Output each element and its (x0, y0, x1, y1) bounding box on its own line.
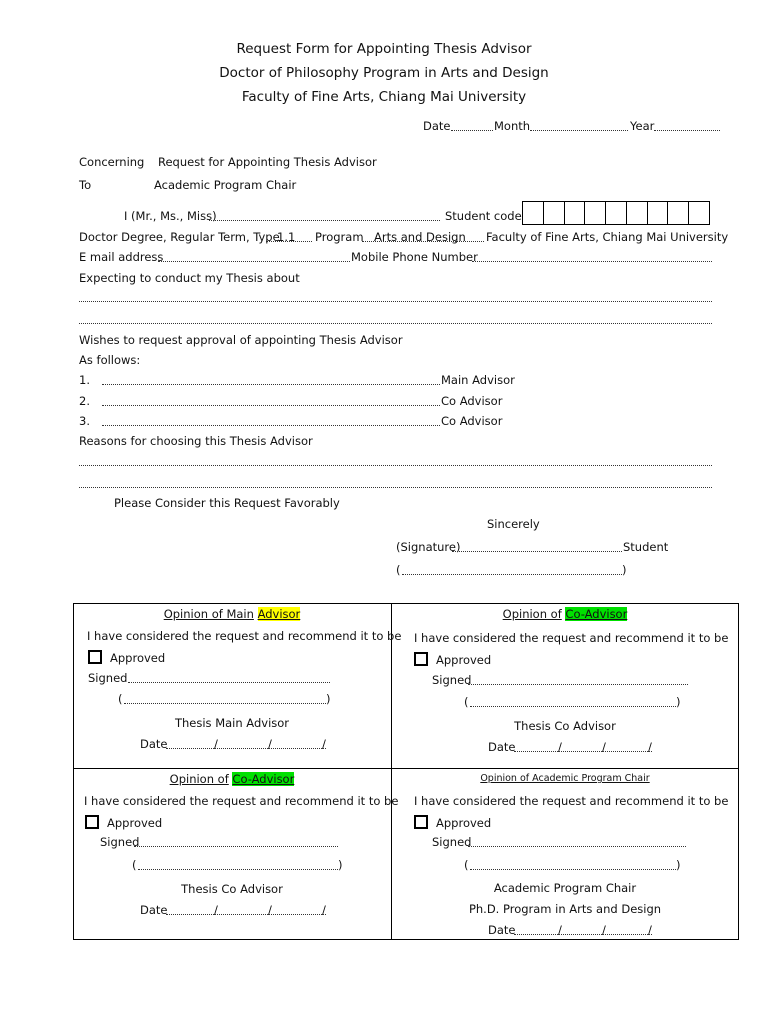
main-advisor-signed-label: Signed (88, 671, 128, 685)
date-label: Date (423, 119, 451, 133)
type-value: 1.1 (277, 230, 296, 244)
main-advisor-recommend-text: I have considered the request and recommend it to be (87, 629, 402, 643)
email-field[interactable] (158, 261, 350, 262)
main-advisor-paren-close: ) (326, 692, 331, 706)
main-advisor-paren-open: ( (118, 692, 123, 706)
date-slash: / (214, 903, 218, 917)
degree-label: Doctor Degree, Regular Term, Type (79, 230, 280, 244)
as-follows-label: As follows: (79, 353, 141, 367)
co-advisor-1-role: Thesis Co Advisor (514, 719, 616, 733)
signature-label: (Signature) (396, 540, 461, 554)
consider-text: Please Consider this Request Favorably (114, 496, 340, 510)
student-code-boxes[interactable] (522, 201, 710, 225)
co-advisor-2-paren-close: ) (338, 858, 343, 872)
opinion-table-divider-h (73, 768, 739, 769)
student-label: Student (623, 540, 669, 554)
date-slash: / (602, 923, 606, 937)
date-slash: / (214, 737, 218, 751)
thesis-topic-label: Expecting to conduct my Thesis about (79, 271, 300, 285)
type-field[interactable] (266, 241, 312, 242)
main-advisor-title-prefix: Opinion of Main (163, 607, 254, 621)
year-field[interactable] (654, 130, 720, 131)
main-advisor-title-highlight: Advisor (257, 607, 301, 621)
month-label: Month (494, 119, 531, 133)
co-advisor-1-title-prefix: Opinion of (502, 607, 562, 621)
thesis-topic-line-1[interactable] (79, 301, 712, 302)
co-advisor-2-date-line (166, 914, 326, 915)
date-slash: / (558, 923, 562, 937)
program-title: Doctor of Philosophy Program in Arts and Design (219, 65, 549, 81)
paren-open: ( (396, 563, 401, 577)
name-field[interactable] (209, 220, 440, 221)
advisor-field-2[interactable] (102, 405, 440, 406)
co-advisor-2-title-prefix: Opinion of (169, 772, 229, 786)
chair-paren-open: ( (464, 858, 469, 872)
main-advisor-role: Thesis Main Advisor (174, 716, 290, 730)
chair-approved-label: Approved (436, 816, 492, 830)
main-advisor-date-line (166, 748, 326, 749)
to-value: Academic Program Chair (154, 178, 297, 192)
co-advisor-1-approved[interactable] (414, 652, 491, 667)
signature-field[interactable] (452, 551, 622, 552)
concerning-value: Request for Appointing Thesis Advisor (158, 155, 377, 169)
chair-role: Academic Program Chair (493, 881, 637, 895)
email-label: E mail address (79, 250, 164, 264)
date-slash: / (322, 903, 326, 917)
year-label: Year (630, 119, 655, 133)
co-advisor-2-signed-label: Signed (100, 835, 140, 849)
program-label: Program (315, 230, 364, 244)
date-slash: / (268, 903, 272, 917)
co-advisor-2-role: Thesis Co Advisor (181, 882, 283, 896)
chair-signed-field[interactable] (468, 846, 686, 847)
student-code-label: Student code (445, 209, 522, 223)
chair-recommend-text: I have considered the request and recommend it to be (414, 794, 729, 808)
co-advisor-2-title-highlight: Co-Advisor (232, 772, 295, 786)
reasons-label: Reasons for choosing this Thesis Advisor (79, 434, 313, 448)
date-slash: / (602, 740, 606, 754)
co-advisor-1-name-field[interactable] (470, 706, 676, 707)
reasons-line-1[interactable] (79, 465, 712, 466)
advisor-field-1[interactable] (102, 384, 440, 385)
co-advisor-1-opinion-title (391, 607, 739, 621)
main-advisor-name-field[interactable] (124, 703, 326, 704)
main-advisor-signed-field[interactable] (128, 682, 330, 683)
checkbox-icon[interactable] (85, 815, 99, 829)
advisor-num-2: 2. (79, 394, 90, 408)
co-advisor-1-title-highlight: Co-Advisor (565, 607, 628, 621)
form-title: Request Form for Appointing Thesis Advisor (236, 41, 532, 57)
date-slash: / (648, 923, 652, 937)
date-slash: / (322, 737, 326, 751)
printed-name-field[interactable] (402, 574, 622, 575)
co-advisor-2-recommend-text: I have considered the request and recommend it to be (84, 794, 399, 808)
co-advisor-1-signed-field[interactable] (468, 684, 688, 685)
paren-close: ) (622, 563, 627, 577)
co-advisor-1-date-label: Date (488, 740, 516, 754)
co-advisor-1-date-line (514, 751, 652, 752)
chair-date-line (514, 934, 652, 935)
co-advisor-2-approved-label: Approved (107, 816, 163, 830)
phone-field[interactable] (472, 261, 712, 262)
co-advisor-2-paren-open: ( (132, 858, 137, 872)
reasons-line-2[interactable] (79, 487, 712, 488)
advisor-field-3[interactable] (102, 425, 440, 426)
co-advisor-1-approved-label: Approved (436, 653, 492, 667)
date-slash: / (558, 740, 562, 754)
concerning-label: Concerning (79, 155, 145, 169)
chair-approved[interactable] (414, 815, 491, 830)
thesis-topic-line-2[interactable] (79, 323, 712, 324)
co-advisor-2-opinion-title (73, 772, 391, 786)
co-advisor-2-approved[interactable] (85, 815, 162, 830)
main-advisor-date-label: Date (140, 737, 168, 751)
chair-date-label: Date (488, 923, 516, 937)
name-label: I (Mr., Ms., Miss) (124, 209, 217, 223)
chair-name-field[interactable] (470, 869, 676, 870)
checkbox-icon[interactable] (414, 652, 428, 666)
co-advisor-1-signed-label: Signed (432, 673, 472, 687)
co-advisor-1-paren-open: ( (464, 695, 469, 709)
date-field[interactable] (451, 130, 493, 131)
program-field[interactable] (362, 241, 484, 242)
co-advisor-2-signed-field[interactable] (134, 846, 338, 847)
advisor-role-3: Co Advisor (441, 414, 503, 428)
chair-signed-label: Signed (432, 835, 472, 849)
date-slash: / (648, 740, 652, 754)
phone-label: Mobile Phone Number (351, 250, 478, 264)
co-advisor-1-recommend-text: I have considered the request and recommend it to be (414, 631, 729, 645)
co-advisor-2-date-label: Date (140, 903, 168, 917)
chair-opinion-title: Opinion of Academic Program Chair (480, 773, 650, 784)
chair-paren-close: ) (676, 858, 681, 872)
advisor-num-1: 1. (79, 373, 90, 387)
advisor-role-1: Main Advisor (441, 373, 515, 387)
program-value: Arts and Design (374, 230, 466, 244)
main-advisor-approved-label: Approved (110, 651, 166, 665)
advisor-role-2: Co Advisor (441, 394, 503, 408)
month-field[interactable] (530, 130, 628, 131)
checkbox-icon[interactable] (414, 815, 428, 829)
checkbox-icon[interactable] (88, 650, 102, 664)
faculty-title: Faculty of Fine Arts, Chiang Mai University (241, 89, 527, 105)
to-label: To (79, 178, 92, 192)
date-slash: / (268, 737, 272, 751)
main-advisor-approved[interactable] (88, 650, 165, 665)
sincerely-text: Sincerely (487, 517, 540, 531)
main-advisor-opinion-title (73, 607, 391, 621)
faculty-value: Faculty of Fine Arts, Chiang Mai University (486, 230, 729, 244)
chair-role-program: Ph.D. Program in Arts and Design (468, 902, 662, 916)
co-advisor-1-paren-close: ) (676, 695, 681, 709)
co-advisor-2-name-field[interactable] (138, 869, 338, 870)
advisor-request-intro: Wishes to request approval of appointing Thesis Advisor (79, 333, 403, 347)
advisor-num-3: 3. (79, 414, 90, 428)
